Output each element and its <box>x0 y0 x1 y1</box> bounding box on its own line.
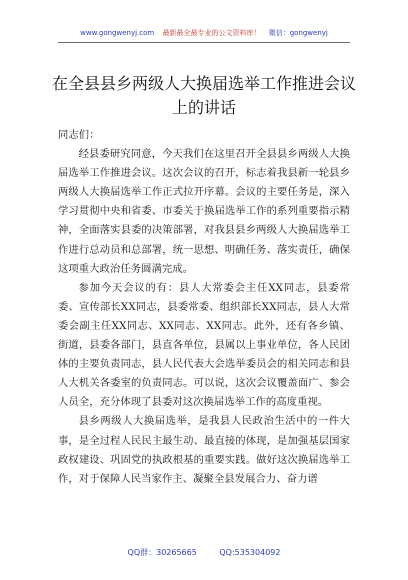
paragraph: 县乡两级人大换届选举，是我县人民政治生活中的一件大事，是全过程人民民主最生动、最直接的体现，是加强基层国家政权建设、巩固党的执政根基的重要实践。做好这次换届选举工作，对于保障人民当家作主、凝聚全县发展合力、奋力谱 <box>58 415 350 485</box>
site-url[interactable]: www.gongwenyj.com <box>80 29 155 37</box>
paragraph: 经县委研究同意，今天我们在这里召开全县县乡两级人大换届选举工作推进会议。这次会议的召开，标志着我县新一轮县乡两级人大换届选举工作正式拉开序幕。会议的主要任务是，深入学习贯彻中央和省委、市委关于换届选举工作的系列重要指示精神，全面落实县委的决策部署，对我县县乡两级人大换届选举工作进行总动员和总部署，统一思想、明确任务、落实责任，确保这项重大政治任务圆满完成。 <box>58 148 350 275</box>
salutation: 同志们： <box>58 129 100 141</box>
page-header <box>0 28 408 38</box>
qq-group: QQ群：30265665 <box>127 548 197 557</box>
site-tagline: 最新最全最专业的公文资料库！ <box>162 29 261 37</box>
paragraph: 参加今天会议的有：县人大常委会主任XX同志，县委常委、宣传部长XX同志，县委常委、组织部长XX同志，县人大常委会副主任XX同志、XX同志、XX同志。此外，还有各乡镇、街道，县委各部门，县直各单位，县属以上事业单位，各人民团体的主要负责同志，县人民代表大会选举委员会的相关同志和县人大机关各委室的负责同志。可以说，这次会议覆盖面广、参会人员全，充分体现了县委对这次换届选举工作的高度重视。 <box>58 281 350 409</box>
document-body <box>58 126 350 489</box>
header-divider <box>58 42 350 43</box>
wechat-id: 微信：gongwenyj <box>268 29 328 37</box>
document-title: 在全县县乡两级人大换届选举工作推进会议上的讲话 <box>52 74 357 117</box>
page-footer <box>0 547 408 558</box>
qq-contact: QQ:535304092 <box>219 548 281 557</box>
